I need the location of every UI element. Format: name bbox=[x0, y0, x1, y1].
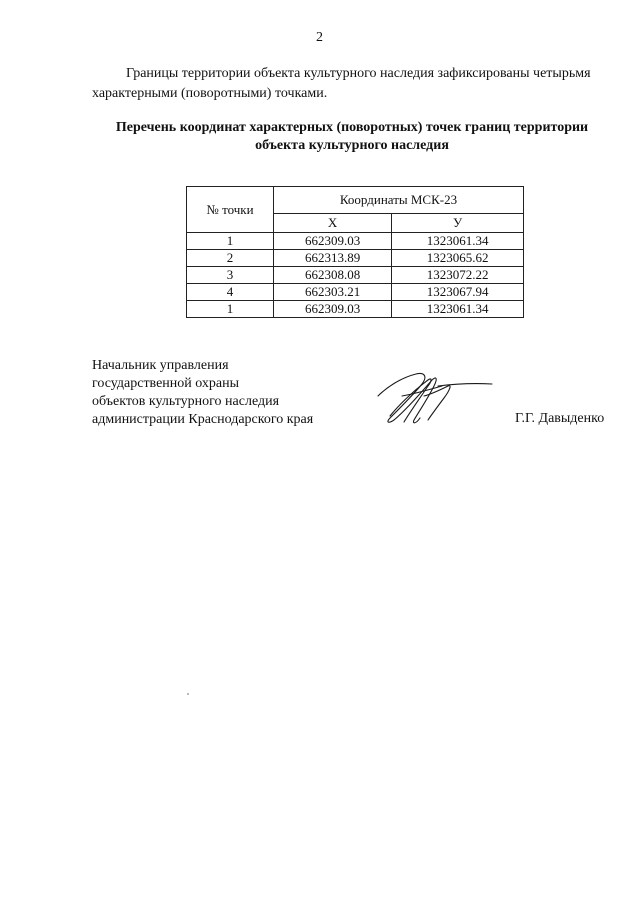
cell-y: 1323061.34 bbox=[392, 301, 524, 318]
signatory-title bbox=[92, 357, 392, 429]
signatory-title-line-2: государственной охраны bbox=[92, 376, 240, 391]
cell-y: 1323061.34 bbox=[392, 233, 524, 250]
cell-point: 3 bbox=[187, 267, 274, 284]
table-row bbox=[187, 301, 524, 318]
cell-x: 662313.89 bbox=[274, 250, 392, 267]
table-heading-line-1: Перечень координат характерных (поворотных) точек границ территории bbox=[115, 120, 589, 135]
intro-line-1: Границы территории объекта культурного наследия зафиксированы четырьмя bbox=[126, 66, 591, 81]
table-heading-line-2: объекта культурного наследия bbox=[255, 138, 449, 153]
signatory-title-line-3: объектов культурного наследия bbox=[92, 394, 280, 409]
column-header-point: № точки bbox=[187, 187, 274, 233]
handwritten-signature bbox=[372, 366, 496, 428]
table-row bbox=[187, 284, 524, 301]
signatory-title-line-4: администрации Краснодарского края bbox=[92, 412, 314, 427]
cell-x: 662309.03 bbox=[274, 233, 392, 250]
column-header-y: У bbox=[392, 214, 524, 233]
cell-y: 1323067.94 bbox=[392, 284, 524, 301]
cell-y: 1323072.22 bbox=[392, 267, 524, 284]
cell-x: 662308.08 bbox=[274, 267, 392, 284]
signatory-title-line-1: Начальник управления bbox=[92, 358, 229, 373]
column-header-coordinates: Координаты МСК-23 bbox=[274, 187, 524, 214]
cell-point: 2 bbox=[187, 250, 274, 267]
signatory-name: Г.Г. Давыденко bbox=[515, 411, 605, 426]
coordinates-table bbox=[186, 186, 524, 318]
table-row bbox=[187, 250, 524, 267]
table-row bbox=[187, 233, 524, 250]
page-number: 2 bbox=[316, 30, 323, 45]
cell-x: 662309.03 bbox=[274, 301, 392, 318]
column-header-x: Х bbox=[274, 214, 392, 233]
scan-speck bbox=[187, 693, 189, 695]
intro-paragraph bbox=[92, 64, 612, 104]
cell-point: 1 bbox=[187, 301, 274, 318]
cell-point: 1 bbox=[187, 233, 274, 250]
table-heading bbox=[92, 119, 612, 155]
table-row bbox=[187, 267, 524, 284]
cell-point: 4 bbox=[187, 284, 274, 301]
cell-x: 662303.21 bbox=[274, 284, 392, 301]
cell-y: 1323065.62 bbox=[392, 250, 524, 267]
intro-line-2: характерными (поворотными) точками. bbox=[92, 86, 328, 101]
